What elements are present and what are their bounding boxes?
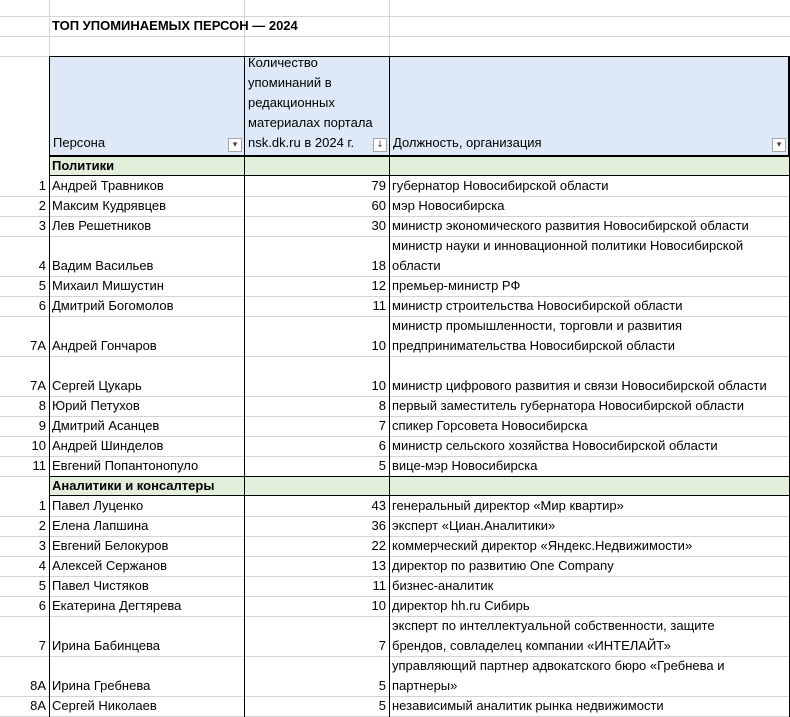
count-cell[interactable]: 7 [378, 638, 386, 653]
position-cell[interactable]: спикер Горсовета Новосибирска [392, 418, 588, 433]
person-cell[interactable]: Павел Чистяков [52, 578, 149, 593]
count-cell[interactable]: 7 [378, 418, 386, 433]
position-cell[interactable]: мэр Новосибирска [392, 198, 505, 213]
position-cell[interactable]: министр цифрового развития и связи Новосибирской области [392, 378, 767, 393]
rank-cell[interactable]: 6 [38, 598, 46, 613]
position-cell[interactable]: министр сельского хозяйства Новосибирской области [392, 438, 718, 453]
person-cell[interactable]: Михаил Мишустин [52, 278, 164, 293]
position-cell[interactable]: бизнес-аналитик [392, 578, 494, 593]
position-cell[interactable]: министр промышленности, торговли и развития предпринимательства Новосибирской области [392, 318, 683, 353]
table-border [49, 56, 50, 717]
header-person-label: Персона [53, 135, 106, 150]
rank-cell[interactable]: 4 [38, 558, 46, 573]
person-cell[interactable]: Павел Луценко [52, 498, 144, 513]
count-cell[interactable]: 43 [371, 498, 386, 513]
position-cell[interactable]: министр экономического развития Новосибирской области [392, 218, 749, 233]
person-cell[interactable]: Андрей Травников [52, 178, 164, 193]
count-cell[interactable]: 11 [372, 298, 386, 313]
rank-cell[interactable]: 9 [38, 418, 46, 433]
person-cell[interactable]: Андрей Гончаров [52, 338, 157, 353]
sheet-title[interactable]: ТОП УПОМИНАЕМЫХ ПЕРСОН — 2024 [52, 18, 298, 33]
person-cell[interactable]: Евгений Попантонопуло [52, 458, 199, 473]
person-cell[interactable]: Максим Кудрявцев [52, 198, 167, 213]
section-title: Политики [52, 158, 115, 173]
count-cell[interactable]: 18 [371, 258, 386, 273]
rank-cell[interactable]: 8А [30, 698, 46, 713]
count-cell[interactable]: 30 [371, 218, 386, 233]
rank-cell[interactable]: 8А [30, 678, 46, 693]
position-cell[interactable]: директор по развитию One Company [392, 558, 614, 573]
count-cell[interactable]: 10 [371, 338, 386, 353]
count-cell[interactable]: 13 [371, 558, 386, 573]
count-cell[interactable]: 22 [371, 538, 386, 553]
person-cell[interactable]: Екатерина Дегтярева [52, 598, 182, 613]
filter-dropdown-icon[interactable]: ▾ [228, 138, 242, 152]
header-count-cell[interactable] [244, 56, 390, 156]
section-header-analysts[interactable] [49, 476, 789, 496]
person-cell[interactable]: Лев Решетников [52, 218, 152, 233]
rank-cell[interactable]: 7А [30, 378, 46, 393]
header-count-label: Количество упоминаний в редакционных материалах портала nsk.dk.ru в 2024 г. [248, 55, 373, 150]
person-cell[interactable]: Елена Лапшина [52, 518, 149, 533]
person-cell[interactable]: Ирина Гребнева [52, 678, 151, 693]
section-title: Аналитики и консалтеры [52, 478, 215, 493]
rank-cell[interactable]: 2 [38, 198, 46, 213]
rank-cell[interactable]: 7А [30, 338, 46, 353]
person-cell[interactable]: Сергей Николаев [52, 698, 157, 713]
rank-cell[interactable]: 3 [38, 218, 46, 233]
person-cell[interactable]: Сергей Цукарь [52, 378, 142, 393]
person-cell[interactable]: Дмитрий Богомолов [52, 298, 174, 313]
count-cell[interactable]: 79 [371, 178, 386, 193]
section-header-politicians[interactable] [49, 156, 789, 176]
count-cell[interactable]: 12 [371, 278, 386, 293]
count-cell[interactable]: 5 [378, 698, 386, 713]
person-cell[interactable]: Дмитрий Асанцев [52, 418, 160, 433]
rank-cell[interactable]: 3 [38, 538, 46, 553]
person-cell[interactable]: Вадим Васильев [52, 258, 154, 273]
rank-cell[interactable]: 5 [38, 578, 46, 593]
rank-cell[interactable]: 5 [38, 278, 46, 293]
table-border [244, 56, 245, 717]
person-cell[interactable]: Андрей Шинделов [52, 438, 164, 453]
rank-cell[interactable]: 1 [38, 498, 46, 513]
rank-cell[interactable]: 7 [38, 638, 46, 653]
rank-cell[interactable]: 10 [31, 438, 46, 453]
count-cell[interactable]: 8 [378, 398, 386, 413]
count-cell[interactable]: 5 [378, 678, 386, 693]
position-cell[interactable]: министр строительства Новосибирской области [392, 298, 683, 313]
position-cell[interactable]: генеральный директор «Мир квартир» [392, 498, 624, 513]
rank-cell[interactable]: 8 [38, 398, 46, 413]
rank-cell[interactable]: 2 [38, 518, 46, 533]
person-cell[interactable]: Евгений Белокуров [52, 538, 169, 553]
header-position-cell[interactable] [389, 56, 789, 156]
header-position-label: Должность, организация [393, 135, 542, 150]
header-person-cell[interactable] [49, 56, 245, 156]
position-cell[interactable]: первый заместитель губернатора Новосибирской области [392, 398, 745, 413]
position-cell[interactable]: директор hh.ru Сибирь [392, 598, 530, 613]
count-cell[interactable]: 60 [371, 198, 386, 213]
filter-dropdown-icon[interactable]: ▾ [772, 138, 786, 152]
sort-descending-icon[interactable]: ↓ [373, 138, 387, 152]
rank-cell[interactable]: 6 [38, 298, 46, 313]
rank-cell[interactable]: 11 [32, 458, 46, 473]
person-cell[interactable]: Ирина Бабинцева [52, 638, 161, 653]
position-cell[interactable]: независимый аналитик рынка недвижимости [392, 698, 664, 713]
count-cell[interactable]: 10 [371, 598, 386, 613]
position-cell[interactable]: эксперт по интеллектуальной собственности, защите брендов, совладелец компании «ИНТЕЛАЙТ» [392, 618, 715, 653]
position-cell[interactable]: эксперт «Циан.Аналитики» [392, 518, 556, 533]
count-cell[interactable]: 10 [371, 378, 386, 393]
count-cell[interactable]: 6 [378, 438, 386, 453]
position-cell[interactable]: коммерческий директор «Яндекс.Недвижимости» [392, 538, 693, 553]
count-cell[interactable]: 11 [372, 578, 386, 593]
position-cell[interactable]: управляющий партнер адвокатского бюро «Гребнева и партнеры» [392, 658, 725, 693]
table-border [389, 56, 390, 717]
rank-cell[interactable]: 4 [38, 258, 46, 273]
rank-cell[interactable]: 1 [38, 178, 46, 193]
position-cell[interactable]: вице-мэр Новосибирска [392, 458, 538, 473]
grid-line [0, 36, 790, 37]
person-cell[interactable]: Алексей Сержанов [52, 558, 168, 573]
position-cell[interactable]: губернатор Новосибирской области [392, 178, 609, 193]
count-cell[interactable]: 36 [371, 518, 386, 533]
person-cell[interactable]: Юрий Петухов [52, 398, 140, 413]
position-cell[interactable]: премьер-министр РФ [392, 278, 521, 293]
position-cell[interactable]: министр науки и инновационной политики Новосибирской области [392, 238, 744, 273]
count-cell[interactable]: 5 [378, 458, 386, 473]
